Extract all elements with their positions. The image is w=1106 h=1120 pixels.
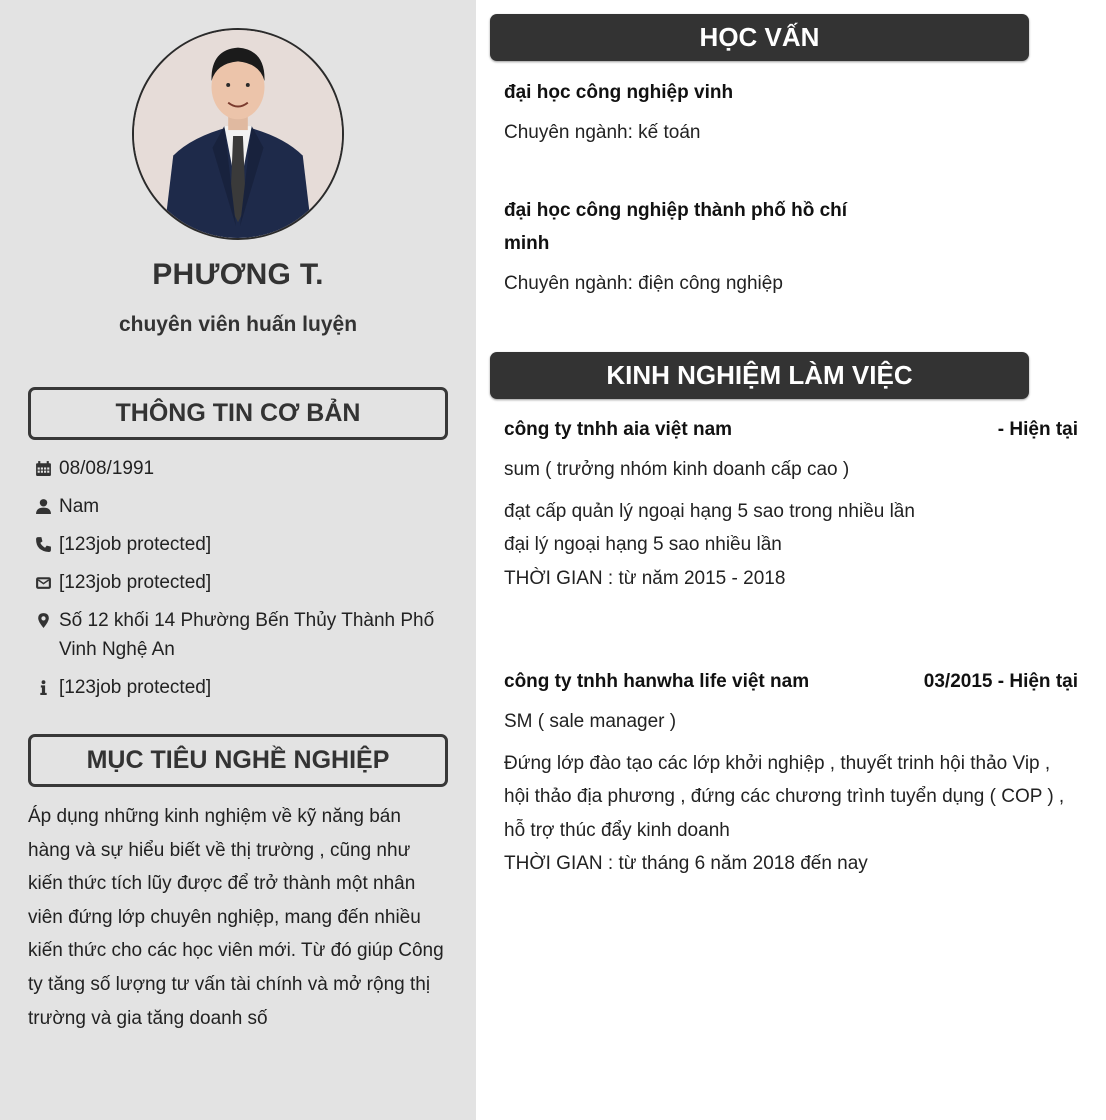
candidate-title: chuyên viên huấn luyện xyxy=(118,313,358,336)
birthday-value: 08/08/1991 xyxy=(59,458,155,479)
job-detail: THỜI GIAN : từ tháng 6 năm 2018 đến nay xyxy=(504,853,868,875)
objective-text: Áp dụng những kinh nghiệm về kỹ năng bán hàng và sự hiểu biết về thị trường , cũng như kiến thức tích lũy được để trở thành một nhân viên đứng lớp chuyên nghiệp, mang đến nhiều kiến thức cho các học viên mới. Từ đó giúp Công ty tăng số lượng tư vấn tài chính và mở rộng thị trường và gia tăng doanh số xyxy=(28,806,444,1029)
profile-photo xyxy=(134,30,342,238)
job-position: SM ( sale manager ) xyxy=(504,711,677,732)
school-major: Chuyên ngành: điện công nghiệp xyxy=(504,273,783,294)
user-icon xyxy=(32,492,54,521)
job-detail: Đứng lớp đào tạo các lớp khởi nghiệp , thuyết trinh hội thảo Vip , hội thảo địa phương , đứng các chương trình tuyển dụng ( COP ) , hỗ trợ thúc đẩy kinh doanh xyxy=(504,752,1065,841)
map-marker-icon xyxy=(32,606,54,635)
info-item-address xyxy=(32,606,452,664)
education-item xyxy=(504,76,1078,150)
job-detail: THỜI GIAN : từ năm 2015 - 2018 xyxy=(504,567,786,589)
objective-heading: MỤC TIÊU NGHỀ NGHIỆP xyxy=(28,734,448,787)
school-major: Chuyên ngành: kế toán xyxy=(504,122,701,143)
address-value: Số 12 khối 14 Phường Bến Thủy Thành Phố Vinh Nghệ An xyxy=(59,610,435,660)
education-heading: HỌC VẤN xyxy=(490,14,1029,61)
email-value: [123job protected] xyxy=(59,572,212,593)
info-item-birthday xyxy=(32,454,452,483)
calendar-icon xyxy=(32,454,54,483)
experience-heading: KINH NGHIỆM LÀM VIỆC xyxy=(490,352,1029,399)
candidate-name: PHƯƠNG T. xyxy=(152,258,324,291)
company-name: công ty tnhh hanwha life việt nam xyxy=(504,671,810,692)
avatar xyxy=(132,28,344,240)
school-name: đại học công nghiệp thành phố hồ chí minh xyxy=(504,200,848,254)
job-position: sum ( trưởng nhóm kinh doanh cấp cao ) xyxy=(504,459,850,480)
info-item-gender xyxy=(32,492,452,521)
info-icon xyxy=(32,673,54,702)
company-name: công ty tnhh aia việt nam xyxy=(504,419,733,440)
experience-item xyxy=(504,665,1078,881)
other-value: [123job protected] xyxy=(59,677,212,698)
gender-value: Nam xyxy=(59,496,100,517)
experience-item xyxy=(504,413,1078,595)
left-sidebar xyxy=(0,0,476,1120)
info-item-email xyxy=(32,568,452,597)
envelope-icon xyxy=(32,568,54,597)
info-item-other xyxy=(32,673,452,702)
phone-value: [123job protected] xyxy=(59,534,212,555)
phone-icon xyxy=(32,530,54,559)
main-content xyxy=(476,0,1106,1120)
job-detail: đạt cấp quản lý ngoại hạng 5 sao trong nhiều lần xyxy=(504,500,915,522)
info-item-phone xyxy=(32,530,452,559)
basic-info-list xyxy=(32,454,452,711)
basic-info-heading: THÔNG TIN CƠ BẢN xyxy=(28,387,448,440)
education-item xyxy=(504,194,1078,301)
job-detail: đại lý ngoại hạng 5 sao nhiều lần xyxy=(504,534,782,556)
work-period: 03/2015 - Hiện tại xyxy=(923,671,1078,692)
work-period: - Hiện tại xyxy=(997,419,1078,440)
school-name: đại học công nghiệp vinh xyxy=(504,82,734,103)
